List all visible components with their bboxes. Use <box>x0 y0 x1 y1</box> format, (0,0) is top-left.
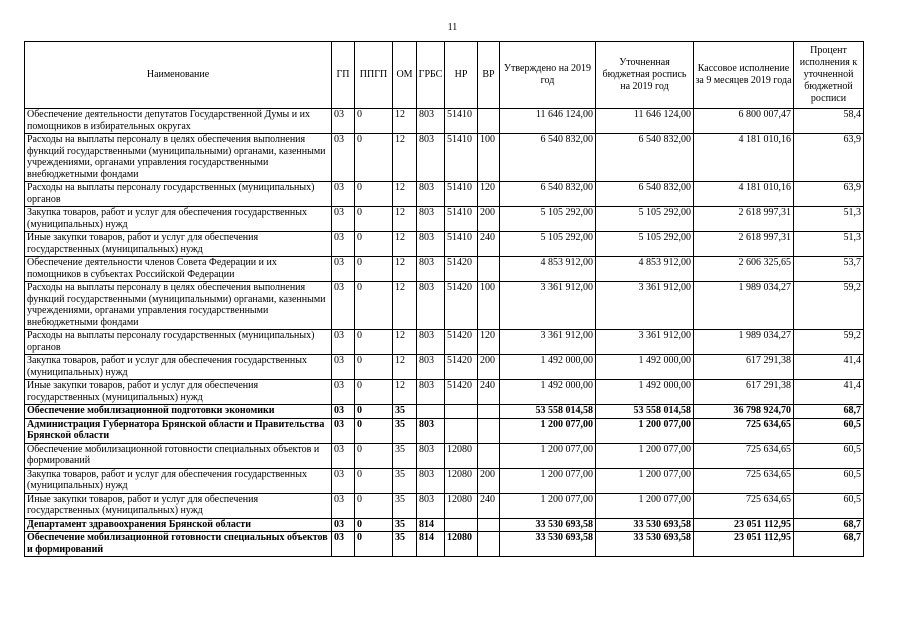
cell-gp: 03 <box>332 418 355 443</box>
cell-vr: 120 <box>478 330 500 355</box>
cell-name: Расходы на выплаты персоналу государственных (муниципальных) органов <box>25 330 332 355</box>
cell-cash: 2 618 997,31 <box>694 232 794 257</box>
cell-gp: 03 <box>332 443 355 468</box>
table-row <box>25 355 864 380</box>
table-row <box>25 418 864 443</box>
cell-om: 35 <box>393 518 417 532</box>
cell-ppgp: 0 <box>355 468 393 493</box>
header-om: ОМ <box>393 42 417 109</box>
cell-percent: 51,3 <box>794 232 864 257</box>
cell-grbs: 803 <box>417 380 445 405</box>
cell-percent: 60,5 <box>794 493 864 518</box>
cell-vr <box>478 418 500 443</box>
table-body <box>25 109 864 557</box>
cell-ppgp: 0 <box>355 443 393 468</box>
table-row <box>25 182 864 207</box>
cell-nr: 51420 <box>445 380 478 405</box>
cell-vr: 240 <box>478 380 500 405</box>
cell-grbs: 814 <box>417 518 445 532</box>
cell-ppgp: 0 <box>355 418 393 443</box>
cell-grbs: 814 <box>417 532 445 557</box>
cell-om: 12 <box>393 109 417 134</box>
cell-percent: 68,7 <box>794 518 864 532</box>
cell-ppgp: 0 <box>355 330 393 355</box>
cell-name: Иные закупки товаров, работ и услуг для обеспечения государственных (муниципальных) нужд <box>25 232 332 257</box>
cell-cash: 725 634,65 <box>694 418 794 443</box>
cell-vr: 200 <box>478 207 500 232</box>
cell-percent: 41,4 <box>794 355 864 380</box>
cell-cash: 6 800 007,47 <box>694 109 794 134</box>
cell-om: 35 <box>393 418 417 443</box>
cell-approved: 3 361 912,00 <box>500 330 596 355</box>
cell-refined: 1 200 077,00 <box>596 493 694 518</box>
cell-grbs: 803 <box>417 282 445 330</box>
cell-om: 12 <box>393 257 417 282</box>
cell-grbs: 803 <box>417 182 445 207</box>
cell-name: Департамент здравоохранения Брянской области <box>25 518 332 532</box>
cell-ppgp: 0 <box>355 109 393 134</box>
cell-refined: 5 105 292,00 <box>596 207 694 232</box>
cell-om: 12 <box>393 355 417 380</box>
header-name: Наименование <box>25 42 332 109</box>
cell-name: Обеспечение деятельности членов Совета Федерации и их помощников в субъектах Российской Федерации <box>25 257 332 282</box>
cell-ppgp: 0 <box>355 518 393 532</box>
cell-ppgp: 0 <box>355 355 393 380</box>
table-row <box>25 532 864 557</box>
cell-name: Закупка товаров, работ и услуг для обеспечения государственных (муниципальных) нужд <box>25 468 332 493</box>
cell-name: Обеспечение мобилизационной готовности специальных объектов и формирований <box>25 532 332 557</box>
header-gp: ГП <box>332 42 355 109</box>
cell-name: Иные закупки товаров, работ и услуг для обеспечения государственных (муниципальных) нужд <box>25 493 332 518</box>
cell-vr: 240 <box>478 232 500 257</box>
cell-refined: 3 361 912,00 <box>596 282 694 330</box>
cell-gp: 03 <box>332 355 355 380</box>
cell-approved: 6 540 832,00 <box>500 182 596 207</box>
cell-cash: 725 634,65 <box>694 443 794 468</box>
cell-name: Закупка товаров, работ и услуг для обеспечения государственных (муниципальных) нужд <box>25 207 332 232</box>
cell-nr: 51420 <box>445 355 478 380</box>
table-row <box>25 493 864 518</box>
cell-nr: 12080 <box>445 493 478 518</box>
cell-refined: 5 105 292,00 <box>596 232 694 257</box>
cell-om: 35 <box>393 493 417 518</box>
cell-refined: 6 540 832,00 <box>596 182 694 207</box>
header-approved: Утверждено на 2019 год <box>500 42 596 109</box>
table-row <box>25 232 864 257</box>
cell-cash: 23 051 112,95 <box>694 518 794 532</box>
cell-om: 12 <box>393 330 417 355</box>
cell-om: 12 <box>393 182 417 207</box>
cell-nr: 51420 <box>445 257 478 282</box>
cell-name: Обеспечение мобилизационной готовности специальных объектов и формирований <box>25 443 332 468</box>
cell-percent: 60,5 <box>794 468 864 493</box>
cell-percent: 68,7 <box>794 532 864 557</box>
cell-approved: 4 853 912,00 <box>500 257 596 282</box>
cell-ppgp: 0 <box>355 232 393 257</box>
cell-percent: 63,9 <box>794 134 864 182</box>
cell-approved: 3 361 912,00 <box>500 282 596 330</box>
cell-gp: 03 <box>332 109 355 134</box>
cell-vr <box>478 518 500 532</box>
cell-cash: 23 051 112,95 <box>694 532 794 557</box>
header-vr: ВР <box>478 42 500 109</box>
cell-om: 12 <box>393 207 417 232</box>
cell-nr: 12080 <box>445 443 478 468</box>
table-row <box>25 518 864 532</box>
cell-approved: 1 492 000,00 <box>500 380 596 405</box>
cell-name: Иные закупки товаров, работ и услуг для обеспечения государственных (муниципальных) нужд <box>25 380 332 405</box>
cell-ppgp: 0 <box>355 380 393 405</box>
cell-gp: 03 <box>332 518 355 532</box>
cell-name: Расходы на выплаты персоналу государственных (муниципальных) органов <box>25 182 332 207</box>
cell-percent: 51,3 <box>794 207 864 232</box>
table-row <box>25 257 864 282</box>
cell-refined: 4 853 912,00 <box>596 257 694 282</box>
cell-percent: 53,7 <box>794 257 864 282</box>
table-row <box>25 405 864 419</box>
cell-nr: 51410 <box>445 232 478 257</box>
cell-grbs: 803 <box>417 134 445 182</box>
budget-table <box>24 41 864 557</box>
cell-vr <box>478 443 500 468</box>
cell-percent: 63,9 <box>794 182 864 207</box>
cell-percent: 58,4 <box>794 109 864 134</box>
page-number: 11 <box>447 22 458 33</box>
cell-approved: 1 492 000,00 <box>500 355 596 380</box>
cell-name: Обеспечение мобилизационной подготовки экономики <box>25 405 332 419</box>
table-row <box>25 109 864 134</box>
cell-vr: 200 <box>478 355 500 380</box>
cell-grbs <box>417 405 445 419</box>
cell-ppgp: 0 <box>355 405 393 419</box>
header-percent: Процент исполнения к уточненной бюджетной росписи <box>794 42 864 109</box>
cell-refined: 33 530 693,58 <box>596 518 694 532</box>
cell-grbs: 803 <box>417 207 445 232</box>
header-grbs: ГРБС <box>417 42 445 109</box>
cell-cash: 725 634,65 <box>694 468 794 493</box>
cell-refined: 3 361 912,00 <box>596 330 694 355</box>
cell-approved: 1 200 077,00 <box>500 443 596 468</box>
cell-percent: 59,2 <box>794 282 864 330</box>
cell-approved: 33 530 693,58 <box>500 532 596 557</box>
cell-percent: 60,5 <box>794 418 864 443</box>
table-row <box>25 134 864 182</box>
cell-nr: 51420 <box>445 282 478 330</box>
cell-refined: 53 558 014,58 <box>596 405 694 419</box>
cell-vr <box>478 109 500 134</box>
cell-gp: 03 <box>332 468 355 493</box>
cell-grbs: 803 <box>417 109 445 134</box>
cell-cash: 2 606 325,65 <box>694 257 794 282</box>
cell-vr: 100 <box>478 282 500 330</box>
cell-grbs: 803 <box>417 493 445 518</box>
cell-cash: 1 989 034,27 <box>694 330 794 355</box>
cell-approved: 5 105 292,00 <box>500 207 596 232</box>
cell-nr <box>445 418 478 443</box>
header-nr: НР <box>445 42 478 109</box>
cell-vr <box>478 257 500 282</box>
cell-om: 12 <box>393 282 417 330</box>
cell-grbs: 803 <box>417 355 445 380</box>
cell-gp: 03 <box>332 493 355 518</box>
cell-ppgp: 0 <box>355 282 393 330</box>
cell-ppgp: 0 <box>355 182 393 207</box>
cell-ppgp: 0 <box>355 207 393 232</box>
cell-grbs: 803 <box>417 468 445 493</box>
cell-om: 12 <box>393 380 417 405</box>
cell-cash: 617 291,38 <box>694 380 794 405</box>
table-row <box>25 282 864 330</box>
cell-om: 35 <box>393 405 417 419</box>
cell-approved: 1 200 077,00 <box>500 468 596 493</box>
cell-gp: 03 <box>332 282 355 330</box>
cell-approved: 1 200 077,00 <box>500 418 596 443</box>
cell-ppgp: 0 <box>355 493 393 518</box>
cell-nr: 12080 <box>445 532 478 557</box>
cell-grbs: 803 <box>417 443 445 468</box>
cell-ppgp: 0 <box>355 134 393 182</box>
cell-gp: 03 <box>332 232 355 257</box>
cell-grbs: 803 <box>417 330 445 355</box>
cell-gp: 03 <box>332 380 355 405</box>
cell-grbs: 803 <box>417 257 445 282</box>
cell-cash: 2 618 997,31 <box>694 207 794 232</box>
cell-vr: 200 <box>478 468 500 493</box>
cell-om: 12 <box>393 232 417 257</box>
cell-approved: 1 200 077,00 <box>500 493 596 518</box>
table-row <box>25 207 864 232</box>
cell-gp: 03 <box>332 207 355 232</box>
header-row <box>25 42 864 109</box>
cell-nr: 51420 <box>445 330 478 355</box>
cell-name: Расходы на выплаты персоналу в целях обеспечения выполнения функций государственными (муниципальными) органами, казенными учреждениями, органами управления государственными внебюджетными фондами <box>25 134 332 182</box>
cell-ppgp: 0 <box>355 257 393 282</box>
cell-grbs: 803 <box>417 232 445 257</box>
cell-refined: 11 646 124,00 <box>596 109 694 134</box>
cell-nr <box>445 405 478 419</box>
cell-name: Обеспечение деятельности депутатов Государственной Думы и их помощников в избирательных округах <box>25 109 332 134</box>
cell-om: 35 <box>393 468 417 493</box>
cell-ppgp: 0 <box>355 532 393 557</box>
cell-percent: 41,4 <box>794 380 864 405</box>
cell-approved: 53 558 014,58 <box>500 405 596 419</box>
cell-vr <box>478 532 500 557</box>
cell-name: Расходы на выплаты персоналу в целях обеспечения выполнения функций государственными (муниципальными) органами, казенными учреждениями, органами управления государственными внебюджетными фондами <box>25 282 332 330</box>
cell-nr: 51410 <box>445 109 478 134</box>
cell-cash: 4 181 010,16 <box>694 182 794 207</box>
header-cash: Кассовое исполнение за 9 месяцев 2019 года <box>694 42 794 109</box>
cell-refined: 33 530 693,58 <box>596 532 694 557</box>
cell-name: Администрация Губернатора Брянской области и Правительства Брянской области <box>25 418 332 443</box>
cell-nr <box>445 518 478 532</box>
header-ppgp: ППГП <box>355 42 393 109</box>
cell-om: 12 <box>393 134 417 182</box>
cell-percent: 60,5 <box>794 443 864 468</box>
cell-nr: 51410 <box>445 207 478 232</box>
cell-approved: 6 540 832,00 <box>500 134 596 182</box>
cell-vr: 100 <box>478 134 500 182</box>
cell-vr <box>478 405 500 419</box>
cell-name: Закупка товаров, работ и услуг для обеспечения государственных (муниципальных) нужд <box>25 355 332 380</box>
cell-approved: 33 530 693,58 <box>500 518 596 532</box>
cell-percent: 59,2 <box>794 330 864 355</box>
cell-gp: 03 <box>332 182 355 207</box>
table-row <box>25 443 864 468</box>
cell-om: 35 <box>393 532 417 557</box>
cell-refined: 1 200 077,00 <box>596 468 694 493</box>
cell-cash: 4 181 010,16 <box>694 134 794 182</box>
table-row <box>25 330 864 355</box>
cell-vr: 240 <box>478 493 500 518</box>
cell-gp: 03 <box>332 405 355 419</box>
cell-grbs: 803 <box>417 418 445 443</box>
cell-nr: 12080 <box>445 468 478 493</box>
cell-gp: 03 <box>332 134 355 182</box>
cell-gp: 03 <box>332 330 355 355</box>
cell-gp: 03 <box>332 257 355 282</box>
cell-refined: 1 492 000,00 <box>596 380 694 405</box>
cell-nr: 51410 <box>445 182 478 207</box>
cell-approved: 11 646 124,00 <box>500 109 596 134</box>
cell-gp: 03 <box>332 532 355 557</box>
cell-percent: 68,7 <box>794 405 864 419</box>
cell-vr: 120 <box>478 182 500 207</box>
header-refined: Уточненная бюджетная роспись на 2019 год <box>596 42 694 109</box>
cell-cash: 36 798 924,70 <box>694 405 794 419</box>
cell-refined: 1 492 000,00 <box>596 355 694 380</box>
cell-refined: 1 200 077,00 <box>596 418 694 443</box>
cell-nr: 51410 <box>445 134 478 182</box>
cell-cash: 1 989 034,27 <box>694 282 794 330</box>
cell-cash: 725 634,65 <box>694 493 794 518</box>
cell-refined: 1 200 077,00 <box>596 443 694 468</box>
cell-refined: 6 540 832,00 <box>596 134 694 182</box>
cell-approved: 5 105 292,00 <box>500 232 596 257</box>
cell-cash: 617 291,38 <box>694 355 794 380</box>
cell-om: 35 <box>393 443 417 468</box>
table-row <box>25 468 864 493</box>
table-row <box>25 380 864 405</box>
